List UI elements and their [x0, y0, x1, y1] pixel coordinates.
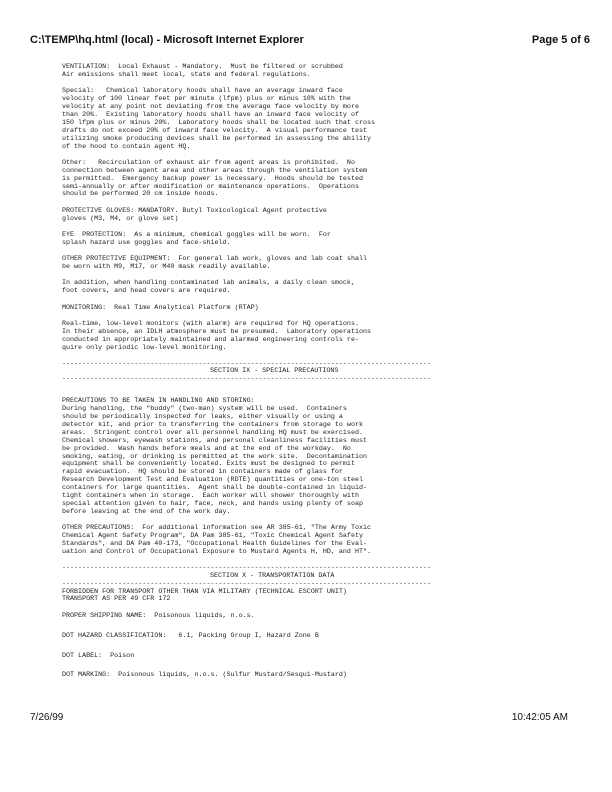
section-divider: --------------------------------------------------------------------------------------------: [62, 376, 432, 384]
protective-gloves-paragraph: PROTECTIVE GLOVES: MANDATORY. Butyl Toxicological Agent protective gloves (M3, M4, or glove set): [62, 206, 327, 223]
section-9-title: SECTION IX - SPECIAL PRECAUTIONS: [210, 367, 339, 376]
monitoring-paragraph: MONITORING: Real Time Analytical Platform (RTAP): [62, 303, 259, 312]
section-divider: --------------------------------------------------------------------------------------------: [62, 580, 432, 588]
section-divider: --------------------------------------------------------------------------------------------: [62, 360, 432, 368]
window-title: C:\TEMP\hq.html (local) - Microsoft Internet Explorer: [30, 34, 304, 46]
page-number: Page 5 of 6: [531, 34, 590, 46]
other-paragraph: Other: Recirculation of exhaust air from agent areas is prohibited. No connection between agent area and other areas through the ventilation system is permitted. Emergency backup power is necessary. Hoods should be tested semi-annually or after modification or maintenance operations. Operations should be performed 20 cm inside hoods.: [62, 158, 367, 199]
precautions-paragraph: PRECAUTIONS TO BE TAKEN IN HANDLING AND STORING: During handling, the "buddy" (two-man) system will be used. Containers should be periodically inspected for leaks, either visually or using a detector kit, and prior to transferring the containers from storage to work areas. Stringent control over all personnel handling HQ must be exercised. Chemical showers, eyewash stations, and personal cleanliness facilities must be provided. Wash hands before meals and at the end of the workday. No smoking, eating, or drinking is permitted at the work site. Decontamination equipment shall be conveniently located. Exits must be designed to permit rapid evacuation. HQ should be stored in containers made of glass for Research Development Test and Evaluation (RDTE) quantities or one-ton steel containers for large quantities. Agent shall be double-contained in liquid- tight containers when in storage. Each worker will shower thoroughly with special attention given to hair, face, neck, and hands using plenty of soap before leaving at the end of the work day.: [62, 397, 367, 516]
forbidden-transport-paragraph: FORBIDDEN FOR TRANSPORT OTHER THAN VIA MILITARY (TECHNICAL ESCORT UNIT) TRANSPORT AS PER 49 CFR 172: [62, 587, 347, 604]
ventilation-paragraph: VENTILATION: Local Exhaust - Mandatory. Must be filtered or scrubbed Air emissions shall meet local, state and federal regulations.: [62, 63, 343, 79]
section-10-title: SECTION X - TRANSPORTATION DATA: [210, 571, 335, 580]
shipping-name-line: PROPER SHIPPING NAME: Poisonous liquids, n.o.s.: [62, 611, 255, 620]
print-date: 7/26/99: [30, 712, 64, 723]
other-protective-equipment-paragraph: OTHER PROTECTIVE EQUIPMENT: For general lab work, gloves and lab coat shall be worn with M9, M17, or M40 mask readily available.: [62, 255, 367, 272]
document-body: [62, 64, 562, 689]
eye-protection-paragraph: EYE PROTECTION: As a minimum, chemical goggles will be worn. For splash hazard use goggles and face-shield.: [62, 230, 331, 247]
realtime-monitoring-paragraph: Real-time, low-level monitors (with alarm) are required for HQ operations. In their absence, an IDLH atmosphere must be presumed. Laboratory operations conducted in appropriately maintained and alarmed engineering controls re- quire only periodic low-level monitoring.: [62, 319, 372, 352]
dot-label-line: DOT LABEL: Poison: [62, 651, 135, 660]
section-divider: --------------------------------------------------------------------------------------------: [62, 564, 432, 572]
contaminated-animals-paragraph: In addition, when handling contaminated lab animals, a daily clean smock, foot covers, and head covers are required.: [62, 279, 355, 296]
hazard-classification-line: DOT HAZARD CLASSIFICATION: 6.1, Packing Group I, Hazard Zone B: [62, 631, 319, 640]
other-precautions-paragraph: OTHER PRECAUTIONS: For additional information see AR 385-61, "The Army Toxic Chemical Agent Safety Program", DA Pam 385-61, "Toxic Chemical Agent Safety Standards", and DA Pam 40-173, "Occupational Health Guidelines for the Eval- uation and Control of Occupational Exposure to Mustard Agents H, HD, and HT".: [62, 524, 372, 556]
special-paragraph: Special: Chemical laboratory hoods shall have an average inward face velocity of 100 linear feet per minute (lfpm) plus or minus 10% with the velocity at any point not deviating from the average face velocity by more than 20%. Existing laboratory hoods shall have an inward face velocity of 150 lfpm plus or minus 20%. Laboratory hoods shall be located such that cross drafts do not exceed 20% of inward face velocity. A visual performance test utilizing smoke producing devices shall be performed in assessing the ability of the hood to contain agent HQ.: [62, 87, 376, 151]
print-time: 10:42:05 AM: [511, 712, 568, 723]
dot-marking-line: DOT MARKING: Poisonous liquids, n.o.s. (Sulfur Mustard/Sesqui-Mustard): [62, 671, 347, 680]
